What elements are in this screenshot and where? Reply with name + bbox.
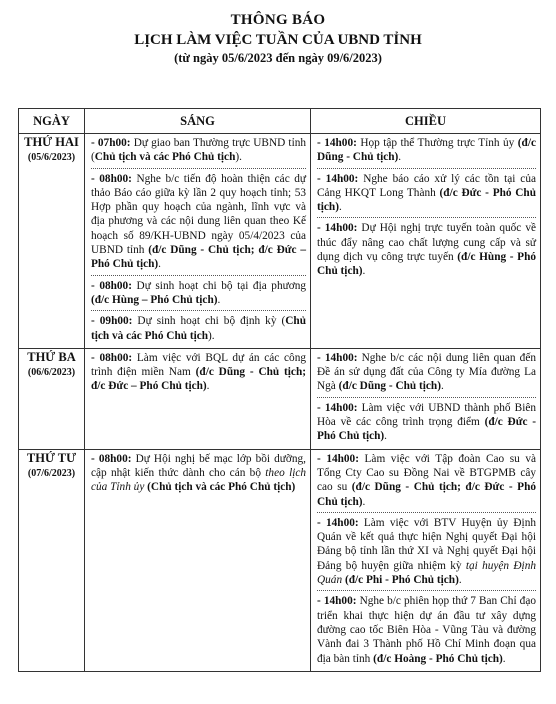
morning-cell: [85, 348, 311, 449]
item-time: - 08h00:: [91, 452, 132, 465]
day-cell: [19, 449, 85, 671]
item-separator: [317, 397, 536, 398]
item-text: Nghe b/c các nội dung liên quan đến Đề án sử dụng đất của Công ty Mía đường La Ngà: [317, 351, 536, 393]
item-time: - 14h00:: [317, 452, 359, 465]
item-separator: [91, 310, 306, 311]
item-end: .: [440, 380, 444, 393]
item-attendees: (đ/c Đức - Phó Chủ tịch): [317, 416, 537, 443]
item-separator: [317, 168, 536, 169]
item-time: - 08h00:: [91, 279, 132, 292]
item-text: Làm việc với BQL dự án các công trình điện miền Nam: [91, 351, 306, 379]
schedule-item: [91, 314, 306, 343]
item-end: .: [362, 495, 366, 508]
day-cell: [19, 134, 85, 349]
item-text: Dự Hội nghị trực tuyến toàn quốc về thúc đẩy nâng cao chất lượng cung cấp và sử dụng dịch vụ công trực tuyến: [317, 222, 536, 264]
item-attendees: Chủ tịch và các Phó Chủ tịch: [94, 151, 236, 164]
item-end: .: [217, 293, 221, 306]
item-text: Dự giao ban Thường trực UBND tỉnh (: [91, 137, 307, 164]
item-attendees: (đ/c Đức - Phó Chủ tịch): [317, 186, 536, 214]
item-location: theo lịch của Tỉnh ủy: [91, 466, 307, 494]
item-end: .: [384, 430, 387, 443]
item-end: .: [458, 574, 462, 587]
afternoon-cell: [311, 134, 541, 349]
schedule-item: [91, 452, 306, 495]
schedule-item: [317, 136, 536, 165]
table-row: [19, 348, 541, 449]
day-name: THỨ TƯ: [26, 450, 77, 465]
item-text: Làm việc với Tập đoàn Cao su và Tổng Cty Cao su Đồng Nai về BTGPMB cây cao su: [317, 452, 536, 494]
item-separator: [91, 168, 306, 169]
item-text: Làm việc với BTV Huyện ủy Định Quán về kết quả thực hiện Nghị quyết Đại hội Đảng bộ tỉnh lần thứ XI và Nghị quyết Đại hội Đảng bộ huyện giữa nhiệm kỳ: [317, 516, 536, 572]
item-end: ).: [208, 329, 215, 342]
item-text: Nghe báo cáo xử lý các tồn tại của Cảng HKQT Long Thành: [317, 172, 536, 199]
item-time: - 14h00:: [317, 137, 357, 149]
schedule-item: [317, 172, 536, 215]
column-header-day: NGÀY: [19, 109, 85, 134]
schedule-item: [91, 279, 306, 308]
item-attendees: (đ/c Hùng - Phó Chủ tịch): [317, 251, 536, 278]
item-text: Nghe b/c phiên họp thứ 7 Ban Chỉ đạo triển khai thực hiện dự án đầu tư xây dựng đường cao tốc Biên Hòa - Vũng Tàu và đường Vành đai 3 Thành phố Hồ Chí Minh đoạn qua địa bàn tỉnh: [317, 595, 536, 665]
document-title: THÔNG BÁO: [230, 12, 326, 28]
table-header-row: [19, 109, 541, 134]
item-text: Làm việc với UBND thành phố Biên Hòa về các công trình trọng điểm: [317, 401, 537, 429]
item-text: Dự sinh hoạt chi bộ định kỳ (: [132, 315, 286, 328]
item-separator: [317, 512, 536, 513]
item-location: tại huyện Định Quán: [317, 559, 536, 587]
schedule-item: [317, 594, 536, 665]
day-date: (07/6/2023): [27, 467, 76, 479]
morning-cell: [85, 134, 311, 349]
table-row: [19, 134, 541, 349]
day-date: (06/6/2023): [27, 366, 76, 378]
item-time: - 07h00:: [91, 137, 131, 149]
date-range: (từ ngày 05/6/2023 đến ngày 09/6/2023): [174, 51, 382, 65]
item-end: ).: [235, 151, 242, 164]
item-attendees: (đ/c Dũng - Chủ tịch): [338, 380, 441, 393]
item-time: - 14h00:: [317, 516, 359, 529]
schedule-item: [317, 351, 536, 394]
day-date: (05/6/2023): [27, 152, 76, 163]
item-attendees: (đ/c Hùng – Phó Chủ tịch): [91, 293, 218, 306]
schedule-item: [317, 452, 536, 509]
item-separator: [91, 275, 306, 276]
day-name: THỨ BA: [27, 349, 76, 364]
item-attendees: Chủ tịch và các Phó Chủ tịch: [91, 315, 306, 342]
schedule-item: [91, 172, 306, 272]
item-end: .: [398, 151, 402, 164]
schedule-table: [18, 108, 541, 672]
item-end: .: [502, 652, 506, 665]
column-header-afternoon: CHIỀU: [311, 109, 541, 134]
table-row: [19, 449, 541, 671]
item-time: - 09h00:: [91, 315, 133, 328]
item-end: .: [206, 380, 210, 393]
day-cell: [19, 348, 85, 449]
schedule-item: [317, 516, 536, 587]
morning-cell: [85, 449, 311, 671]
item-end: .: [362, 265, 366, 278]
schedule-item: [91, 351, 306, 394]
afternoon-cell: [311, 449, 541, 671]
item-text: Dự Hội nghị bế mạc lớp bồi dưỡng, cập nhật kiến thức dành cho cán bộ: [91, 452, 306, 479]
document-header: [0, 10, 556, 67]
item-attendees: (đ/c Hoàng - Phó Chủ tịch): [373, 652, 503, 665]
item-attendees: (đ/c Dũng - Chủ tịch): [317, 137, 536, 164]
item-text: Nghe b/c tiến độ hoàn thiện các dự thảo Báo cáo giữa kỳ lần 2 quy hoạch tỉnh; 53 Hợp phần quy hoạch của ngành, lĩnh vực và địa phương và các nội dung liên quan theo Kế hoạch số 89/KH-UBND ngày 05/4/2023 của UBND tỉnh: [91, 172, 306, 257]
day-name: THỨ HAI: [24, 135, 79, 149]
item-end: .: [338, 201, 342, 214]
item-attendees: (đ/c Dũng - Chủ tịch; đ/c Đức – Phó Chủ tịch): [91, 244, 306, 271]
item-time: - 08h00:: [91, 172, 132, 185]
column-header-morning: SÁNG: [85, 109, 311, 134]
item-attendees: (Chủ tịch và các Phó Chủ tịch): [147, 481, 296, 494]
item-text: Họp tập thể Thường trực Tỉnh ủy: [356, 137, 518, 149]
item-attendees: (đ/c Dũng - Chủ tịch; đ/c Đức - Phó Chủ tịch): [317, 481, 536, 508]
item-time: - 08h00:: [91, 351, 133, 364]
schedule-item: [317, 221, 536, 278]
item-attendees: (đ/c Dũng - Chủ tịch; đ/c Đức – Phó Chủ tịch): [91, 366, 306, 393]
item-time: - 14h00:: [317, 172, 359, 185]
item-end: .: [158, 258, 161, 271]
afternoon-cell: [311, 348, 541, 449]
item-text: Dự sinh hoạt chi bộ tại địa phương: [131, 279, 306, 292]
item-separator: [317, 590, 536, 591]
item-separator: [317, 217, 536, 218]
schedule-item: [91, 136, 306, 165]
item-time: - 14h00:: [317, 222, 358, 235]
document-subtitle: LỊCH LÀM VIỆC TUẦN CỦA UBND TỈNH: [134, 32, 422, 48]
item-time: - 14h00:: [317, 351, 358, 364]
item-time: - 14h00:: [317, 595, 357, 608]
schedule-item: [317, 401, 536, 444]
item-attendees: (đ/c Phi - Phó Chủ tịch): [344, 574, 459, 587]
item-time: - 14h00:: [317, 401, 358, 414]
